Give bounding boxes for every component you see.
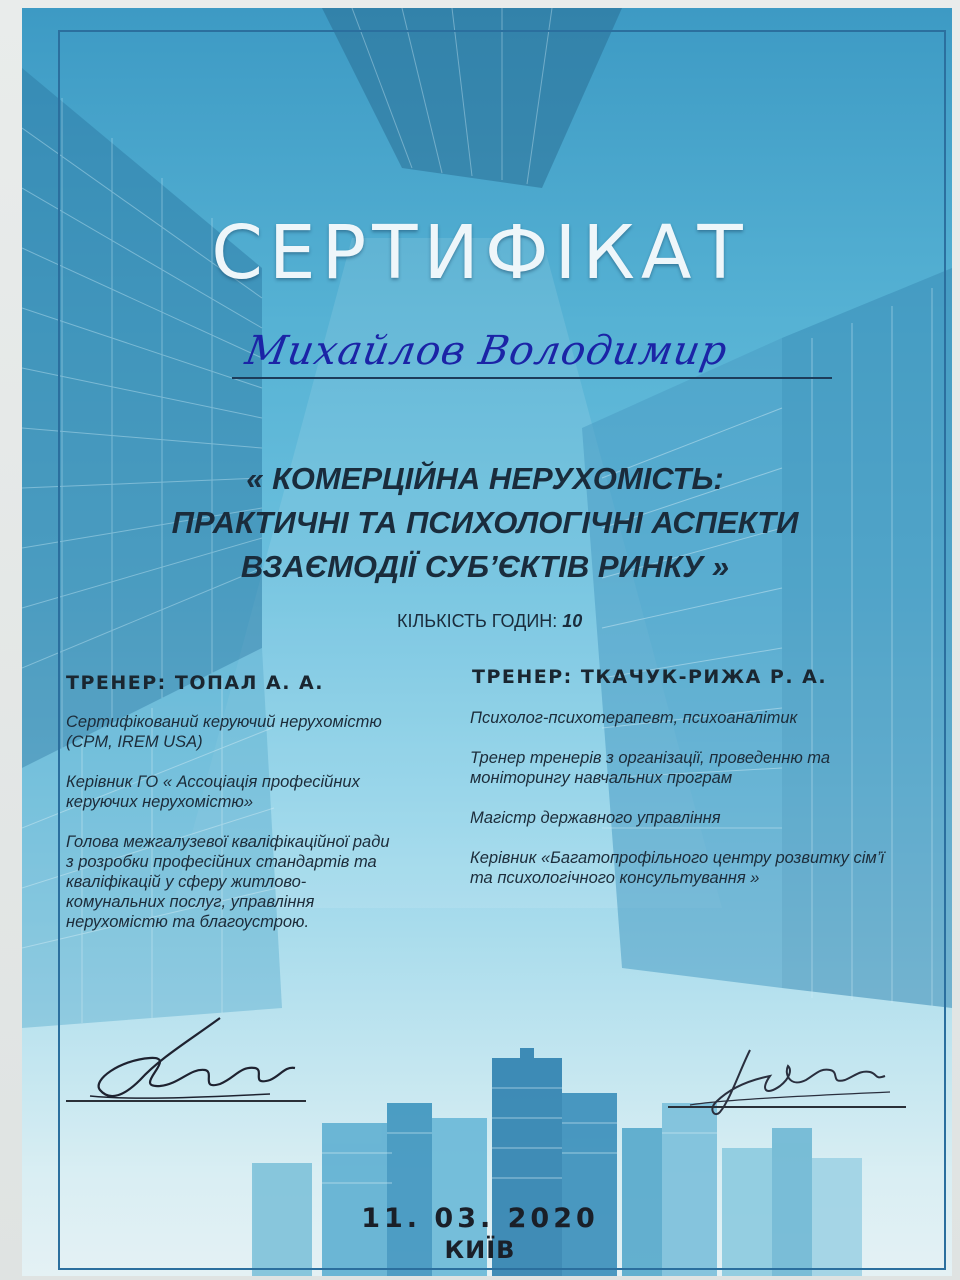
trainer-2-bio-item: Керівник «Багатопрофільного центру розвитку сім’ї та психологічного консультування » — [470, 849, 885, 887]
trainer-1-heading: ТРЕНЕР: ТОПАЛ А. А. — [66, 672, 324, 694]
recipient-name-handwritten: Михайлов Володимир — [241, 328, 732, 374]
trainer-2-signature-line — [668, 1106, 906, 1108]
certificate-title: СЕРТИФІКАТ — [211, 209, 749, 296]
trainer-1-bio-item: Сертифікований керуючий нерухомістю (CPM, IREM USA) — [66, 713, 382, 751]
trainer-2-bio-item: Магістр державного управління — [470, 809, 721, 827]
trainer-2-heading: ТРЕНЕР: ТКАЧУК-РИЖА Р. А. — [472, 666, 828, 688]
trainer-2-bio-item: Тренер тренерів з організації, проведенню та моніторингу навчальних програм — [470, 749, 831, 787]
hours-value: 10 — [562, 611, 583, 631]
trainer-1-signature — [70, 1010, 310, 1110]
trainer-1-bio-item: Керівник ГО « Ассоціація професійних керуючих нерухомістю» — [66, 773, 360, 811]
hours-label: КІЛЬКІСТЬ ГОДИН: — [397, 611, 558, 631]
course-title — [140, 457, 830, 589]
trainer-1-signature-line — [66, 1100, 306, 1102]
trainer-1-bio — [66, 712, 396, 952]
course-title-line-3: ВЗАЄМОДІЇ СУБ’ЄКТІВ РИНКУ » — [240, 549, 730, 584]
trainer-1-bio-item: Голова межгалузевої кваліфікаційної ради з розробки професійних стандартів та кваліфікацій у сферу житлово-комунальних послуг, управління нерухомістю та благоустрою. — [66, 833, 390, 931]
recipient-name-underline — [232, 377, 832, 379]
course-title-line-1: « КОМЕРЦІЙНА НЕРУХОМІСТЬ: — [246, 461, 724, 496]
trainer-2-bio-item: Психолог-психотерапевт, психоаналітик — [470, 709, 798, 727]
trainer-2-bio — [470, 708, 890, 908]
issue-date: 11. 03. 2020 — [361, 1203, 599, 1234]
hours-count — [397, 611, 582, 632]
issue-city: КИЇВ — [444, 1236, 516, 1264]
course-title-line-2: ПРАКТИЧНІ ТА ПСИХОЛОГІЧНІ АСПЕКТИ — [171, 505, 799, 540]
